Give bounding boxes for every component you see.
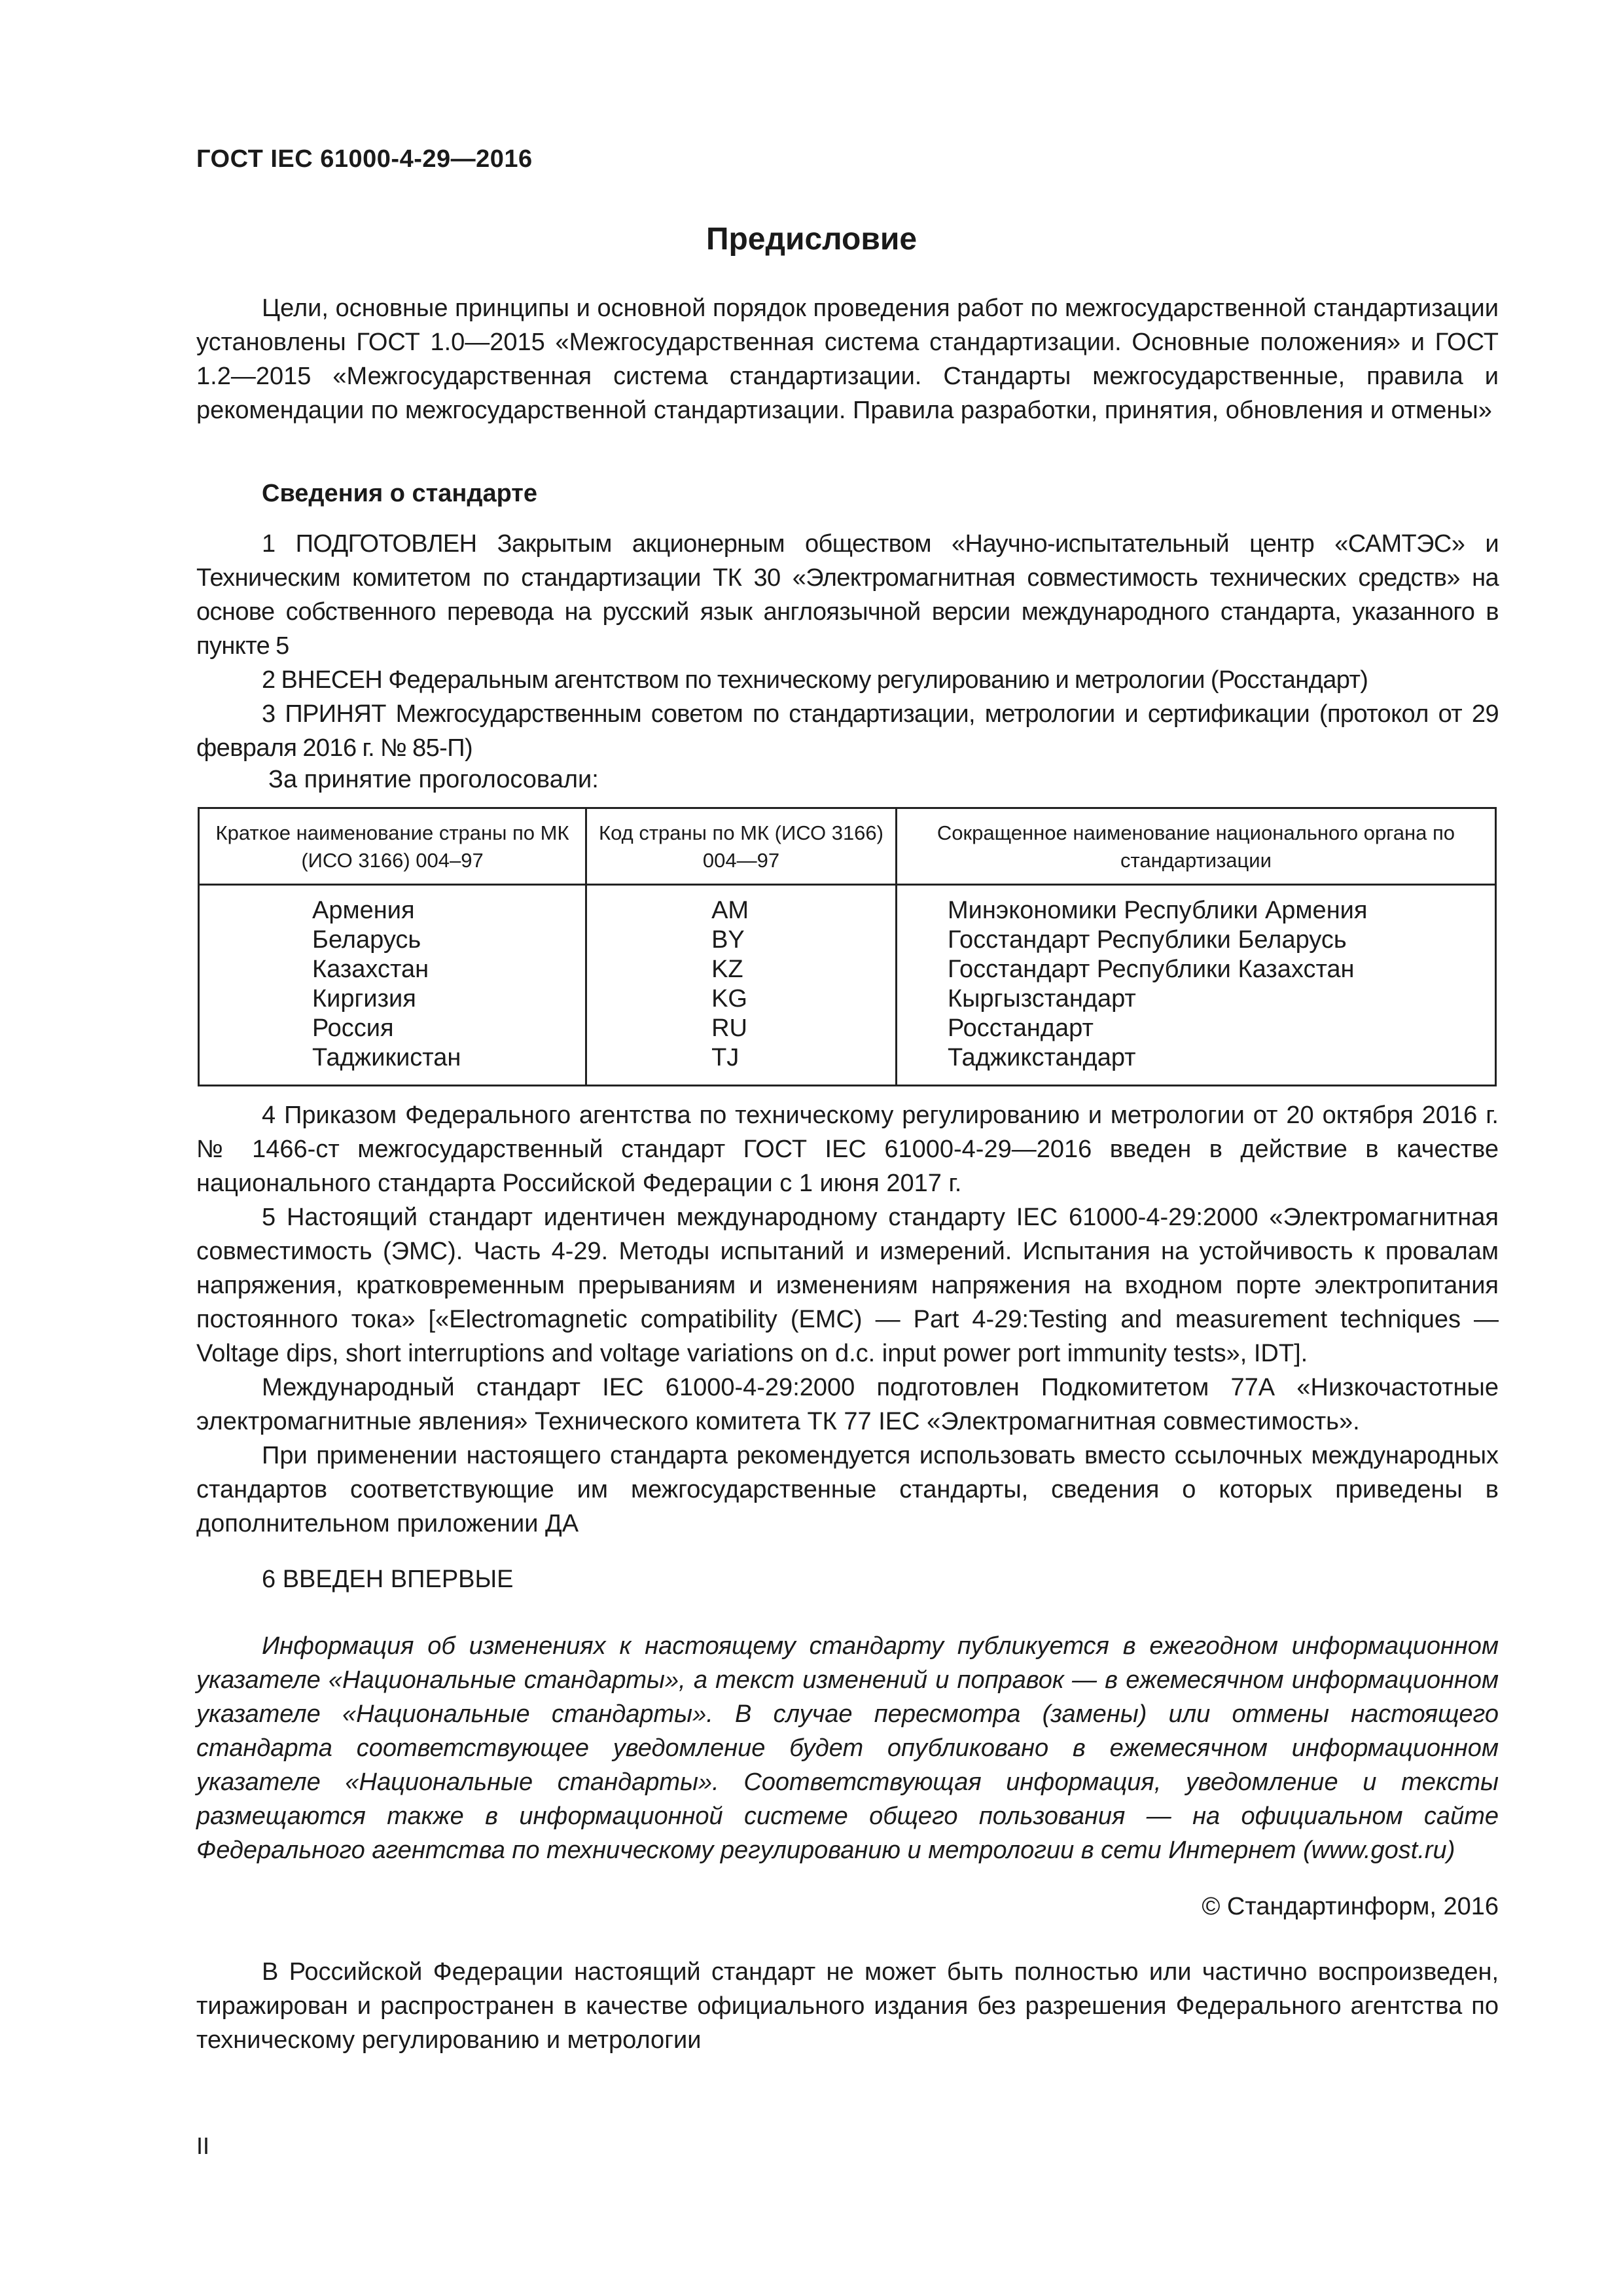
item-6-block [196, 1562, 1499, 1596]
country-cell: Армения [312, 897, 415, 924]
country-cell: Киргизия [312, 985, 416, 1013]
table-body-row [199, 885, 1496, 1086]
voted-label: За принятие проголосовали: [268, 766, 599, 793]
voting-table [198, 807, 1497, 1086]
body-column [896, 885, 1495, 1086]
code-cell: KZ [711, 956, 743, 983]
item-4-paragraph: 4 Приказом Федерального агентства по техническому регулированию и метрологии от 20 октября 2016 г. № 1466-ст межгосударственный стандарт ГОСТ IEC 61000-4-29—2016 введен в действие в качестве национального стандарта Российской Федерации с 1 июня 2017 г. [196, 1102, 1499, 1197]
code-cell: KG [711, 985, 747, 1013]
country-cell: Беларусь [312, 926, 421, 954]
column-header-code: Код страны по МК (ИСО 3166) 004—97 [586, 808, 897, 885]
copyright-line: © Стандартинформ, 2016 [1202, 1893, 1499, 1920]
document-header: ГОСТ IEC 61000-4-29—2016 [196, 145, 533, 173]
page-number: II [196, 2132, 210, 2159]
country-cell: Казахстан [312, 956, 429, 983]
body-cell: Кыргызстандарт [947, 985, 1136, 1013]
section-subheading: Сведения о стандарте [262, 480, 538, 507]
code-cell: AM [711, 897, 749, 924]
body-cell: Таджикстандарт [947, 1044, 1136, 1071]
body-cell: Госстандарт Республики Казахстан [947, 956, 1355, 983]
code-cell: RU [711, 1014, 747, 1042]
item-1-paragraph: 1 ПОДГОТОВЛЕН Закрытым акционерным обществом «Научно-испытательный центр «САМТЭС» и Техническим комитетом по стандартизации ТК 30 «Электромагнитная совместимость технических средств» на основе собственного перевода на русский язык англоязычной версии международного стандарта, указанного в пункте 5 [196, 530, 1499, 660]
column-header-country: Краткое наименование страны по МК (ИСО 3166) 004–97 [199, 808, 586, 885]
page-title: Предисловие [705, 222, 918, 257]
body-cell: Госстандарт Республики Беларусь [947, 926, 1347, 954]
body-cell: Минэкономики Республики Армения [947, 897, 1368, 924]
item-5-paragraph: 5 Настоящий стандарт идентичен международному стандарту IEC 61000-4-29:2000 «Электромагнитная совместимость (ЭМС). Часть 4-29. Методы испытаний и измерений. Испытания на устойчивость к провалам напряжения, кратковременным прерываниям и изменениям напряжения на входном порте электропитания постоянного тока» [«Electromagnetic compatibility (EMC) — Part 4-29:Testing and measurement techniques — Voltage dips, short interruptions and voltage variations on d.c. input power port immunity tests», IDT]. [196, 1204, 1499, 1367]
items-4-5-block [196, 1098, 1499, 1541]
country-cell: Россия [312, 1014, 394, 1042]
info-paragraph: Информация об изменениях к настоящему стандарту публикуется в ежегодном информационном указателе «Национальные стандарты», а текст изменений и поправок — в ежемесячном информационном указателе «Национальные стандарты». В случае пересмотра (замены) или отмены настоящего стандарта соответствующее уведомление будет опубликовано в ежемесячном информационном указателе «Национальные стандарты». Соответствующая информация, уведомление и тексты размещаются также в информационной системе общего пользования — на официальном сайте Федерального агентства по техническому регулированию и метрологии в сети Интернет (www.gost.ru) [196, 1632, 1499, 1864]
item-6-paragraph: 6 ВВЕДЕН ВПЕРВЫЕ [262, 1566, 514, 1593]
code-column [586, 885, 897, 1086]
item-2-paragraph: 2 ВНЕСЕН Федеральным агентством по техническому регулированию и метрологии (Росстандарт) [262, 666, 1368, 694]
country-column [199, 885, 586, 1086]
country-cell: Таджикистан [312, 1044, 461, 1071]
intro-paragraph: Цели, основные принципы и основной порядок проведения работ по межгосударственной стандартизации установлены ГОСТ 1.0—2015 «Межгосударственная система стандартизации. Основные положения» и ГОСТ 1.2—2015 «Межгосударственная система стандартизации. Стандарты межгосударственные, правила и рекомендации по межгосударственной стандартизации. Правила разработки, принятия, обновления и отмены» [196, 295, 1499, 424]
code-cell: TJ [711, 1044, 740, 1071]
table-header-row [199, 808, 1496, 885]
notice-paragraph: В Российской Федерации настоящий стандарт не может быть полностью или частично воспроизведен, тиражирован и распространен в качестве официального издания без разрешения Федерального агентства по техническому регулированию и метрологии [196, 1958, 1499, 2054]
item-5c-paragraph: При применении настоящего стандарта рекомендуется использовать вместо ссылочных международных стандартов соответствующие им межгосударственные стандарты, сведения о которых приведены в дополнительном приложении ДА [196, 1442, 1499, 1537]
column-header-body: Сокращенное наименование национального органа по стандартизации [896, 808, 1495, 885]
code-cell: BY [711, 926, 745, 954]
body-cell: Росстандарт [947, 1014, 1094, 1042]
info-block [196, 1629, 1499, 1867]
intro-block [196, 291, 1499, 427]
item-3-paragraph: 3 ПРИНЯТ Межгосударственным советом по стандартизации, метрологии и сертификации (протокол от 29 февраля 2016 г. № 85-П) [196, 700, 1499, 762]
items-1-3-block [196, 527, 1499, 765]
item-5b-paragraph: Международный стандарт IEC 61000-4-29:2000 подготовлен Подкомитетом 77А «Низкочастотные электромагнитные явления» Технического комитета ТК 77 IEC «Электромагнитная совместимость». [196, 1374, 1499, 1435]
notice-block [196, 1955, 1499, 2057]
